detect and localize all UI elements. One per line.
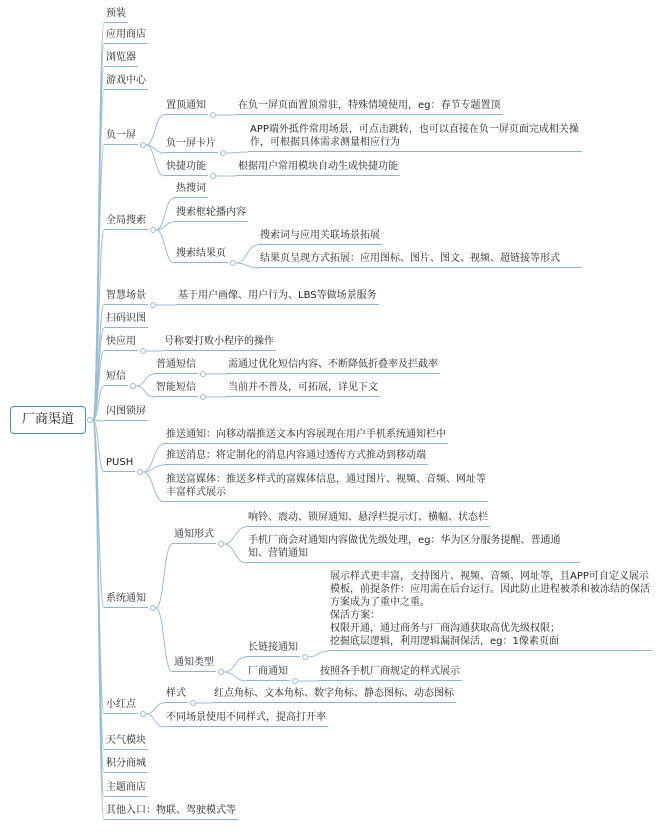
topic-node-branches-12-c1[interactable]: 通知类型 [172, 655, 216, 672]
root-node[interactable]: 厂商渠道 [10, 406, 86, 434]
edge-branches-12-children-0-children-0 [224, 527, 246, 544]
collapse-toggle-branches-9-children-0[interactable] [200, 371, 206, 377]
topic-node-branches-9-c1[interactable]: 智能短信 [154, 380, 198, 397]
topic-node-branches-5-c0[interactable]: 热搜词 [174, 181, 208, 198]
topic-node-branches-5-c1[interactable]: 搜索框轮播内容 [174, 205, 248, 222]
collapse-toggle-branches-5-children-2[interactable] [230, 260, 236, 266]
topic-node-branches-12-c1-c1[interactable]: 厂商通知 [246, 664, 290, 681]
topic-node-branches-12-c1-c0-c0[interactable]: 展示样式更丰富，支持图片、视频、音频、网址等，且APP可自定义展示模板，前提条件：应用需在后台运行。因此防止进程被杀和被冻结的保活方案成为了重中之重。 保活方案： 权限开通，通过商务与厂商沟通获取高优先级权限； 挖掘底层逻辑，利用逻辑漏洞保活，eg：1像素页面 [328, 569, 652, 651]
edge-branches-5-children-2-children-1 [236, 263, 258, 268]
collapse-toggle-branches-4-children-0[interactable] [210, 112, 216, 118]
edge-branches-12-children-0 [156, 544, 172, 608]
branch-node-branches-0[interactable]: 预装 [104, 6, 128, 23]
topic-node-branches-8-c0[interactable]: 号称要打败小程序的操作 [162, 334, 276, 351]
branch-node-branches-13[interactable]: 小红点 [104, 697, 138, 714]
branch-node-branches-17[interactable]: 其他入口：物联、驾驶模式等 [104, 803, 238, 820]
branch-node-branches-11[interactable]: PUSH [104, 455, 135, 472]
topic-node-branches-5-c2-c0[interactable]: 搜索词与应用关联场景拓展 [258, 228, 382, 245]
edge-branches-12-children-1-children-1 [224, 672, 246, 681]
edge-branches-5-children-2 [156, 230, 174, 263]
edge-branches-11-children-2 [143, 472, 164, 502]
topic-node-branches-13-c1[interactable]: 不同场景使用不同样式，提高打开率 [164, 710, 328, 727]
branch-node-branches-4[interactable]: 负一屏 [104, 128, 138, 145]
collapse-toggle-branches-11[interactable] [137, 469, 143, 475]
edge-branches-5-children-0 [156, 198, 174, 230]
branch-node-branches-8[interactable]: 快应用 [104, 334, 138, 351]
collapse-toggle-branches-8[interactable] [140, 348, 146, 354]
edge-branches-11-children-0 [143, 444, 164, 472]
topic-node-branches-4-c0-c0[interactable]: 在负一屏页面置顶常驻，特殊情境使用，eg：春节专题置顶 [236, 98, 503, 115]
branch-node-branches-12[interactable]: 系统通知 [104, 591, 148, 608]
collapse-toggle-branches-9[interactable] [130, 383, 136, 389]
edge-branches-12-children-1-children-0 [224, 657, 246, 672]
branch-node-branches-3[interactable]: 游戏中心 [104, 73, 148, 90]
branch-node-branches-10[interactable]: 闪图锁屏 [104, 404, 148, 421]
topic-node-branches-4-c1[interactable]: 负一屏卡片 [164, 136, 218, 153]
branch-node-branches-1[interactable]: 应用商店 [104, 27, 148, 44]
topic-node-branches-4-c1-c0[interactable]: APP端外抵件常用场景，可点击跳转，也可以直接在负一屏页面完成相关操作，可根据具体需求测量相应行为 [248, 122, 582, 152]
branch-node-branches-2[interactable]: 浏览器 [104, 50, 138, 67]
collapse-toggle-branches-5[interactable] [150, 227, 156, 233]
collapse-toggle-branches-4-children-1[interactable] [220, 150, 226, 156]
topic-node-branches-9-c1-c0[interactable]: 当前并不普及，可拓展，详见下文 [226, 380, 380, 397]
edge-branches-13-children-0 [146, 703, 164, 714]
topic-node-branches-12-c0-c0[interactable]: 响铃、震动、锁屏通知、悬浮栏提示灯、横幅、状态栏 [246, 510, 490, 527]
collapse-toggle-branches-12-children-1-children-1[interactable] [292, 678, 298, 684]
topic-node-branches-12-c1-c1-c0[interactable]: 按照各手机厂商规定的样式展示 [318, 664, 462, 681]
topic-node-branches-4-c2-c0[interactable]: 根据用户常用模块自动生成快捷功能 [236, 159, 400, 176]
topic-node-branches-12-c1-c0[interactable]: 长链接通知 [246, 640, 300, 657]
topic-node-branches-12-c0[interactable]: 通知形式 [172, 527, 216, 544]
collapse-toggle-branches-4[interactable] [140, 142, 146, 148]
topic-node-branches-6-c0[interactable]: 基于用户画像、用户行为、LBS等做场景服务 [176, 288, 379, 305]
collapse-toggle-branches-13[interactable] [140, 711, 146, 717]
topic-node-branches-13-c0[interactable]: 样式 [164, 686, 188, 703]
edge-branches-12-children-1-children-0-children-0 [308, 651, 328, 657]
edge-branches-9-children-1 [136, 386, 154, 397]
collapse-toggle-branches-13-children-0[interactable] [190, 700, 196, 706]
topic-node-branches-5-c2[interactable]: 搜索结果页 [174, 246, 228, 263]
topic-node-branches-4-c2[interactable]: 快捷功能 [164, 159, 208, 176]
collapse-toggle-branches-4-children-2[interactable] [210, 173, 216, 179]
edge-branches-13-children-1 [146, 714, 164, 727]
edge-branches-12-children-0-children-1 [224, 544, 246, 563]
topic-node-branches-9-c0-c0[interactable]: 需通过优化短信内容、不断降低折叠率及拦截率 [226, 357, 440, 374]
branch-node-branches-15[interactable]: 积分商城 [104, 756, 148, 773]
branch-node-branches-6[interactable]: 智慧场景 [104, 288, 148, 305]
edge-branches-4-children-0 [146, 115, 164, 145]
topic-node-branches-5-c2-c1[interactable]: 结果页呈现方式拓展：应用图标、图片、图文、视频、超链接等形式 [258, 251, 582, 268]
edge-branches-9-children-0 [136, 374, 154, 386]
collapse-toggle-branches-12-children-0[interactable] [218, 541, 224, 547]
branch-node-branches-9[interactable]: 短信 [104, 369, 128, 386]
collapse-toggle-branches-6[interactable] [150, 302, 156, 308]
collapse-toggle-branches-12-children-1[interactable] [218, 669, 224, 675]
topic-node-branches-11-c0[interactable]: 推送通知：向移动端推送文本内容展现在用户手机系统通知栏中 [164, 427, 448, 444]
topic-node-branches-13-c0-c0[interactable]: 红点角标、文本角标、数字角标、静态图标、动态图标 [212, 686, 456, 703]
collapse-toggle-root[interactable] [87, 417, 93, 423]
topic-node-branches-11-c2[interactable]: 推送富媒体：推送多样式的富媒体信息，通过图片、视频、音频、网址等丰富样式展示 [164, 472, 488, 502]
collapse-toggle-branches-12-children-1-children-0[interactable] [302, 654, 308, 660]
branch-node-branches-16[interactable]: 主题商店 [104, 780, 148, 797]
branch-node-branches-7[interactable]: 扫码识图 [104, 311, 148, 328]
edge-branches-4-children-1-children-0 [226, 152, 248, 153]
topic-node-branches-4-c0[interactable]: 置顶通知 [164, 98, 208, 115]
edge-branches-5-children-2-children-0 [236, 245, 258, 263]
edge-branches-12-children-1 [156, 608, 172, 672]
topic-node-branches-9-c0[interactable]: 普通短信 [154, 357, 198, 374]
branch-node-branches-14[interactable]: 天气模块 [104, 733, 148, 750]
collapse-toggle-branches-9-children-1[interactable] [200, 394, 206, 400]
topic-node-branches-11-c1[interactable]: 推送消息：将定制化的消息内容通过透传方式推动到移动端 [164, 448, 428, 465]
branch-node-branches-5[interactable]: 全局搜索 [104, 213, 148, 230]
collapse-toggle-branches-12[interactable] [150, 605, 156, 611]
topic-node-branches-12-c0-c1[interactable]: 手机厂商会对通知内容做优先级处理，eg：华为区分服务提醒、普通通知、营销通知 [246, 533, 580, 563]
